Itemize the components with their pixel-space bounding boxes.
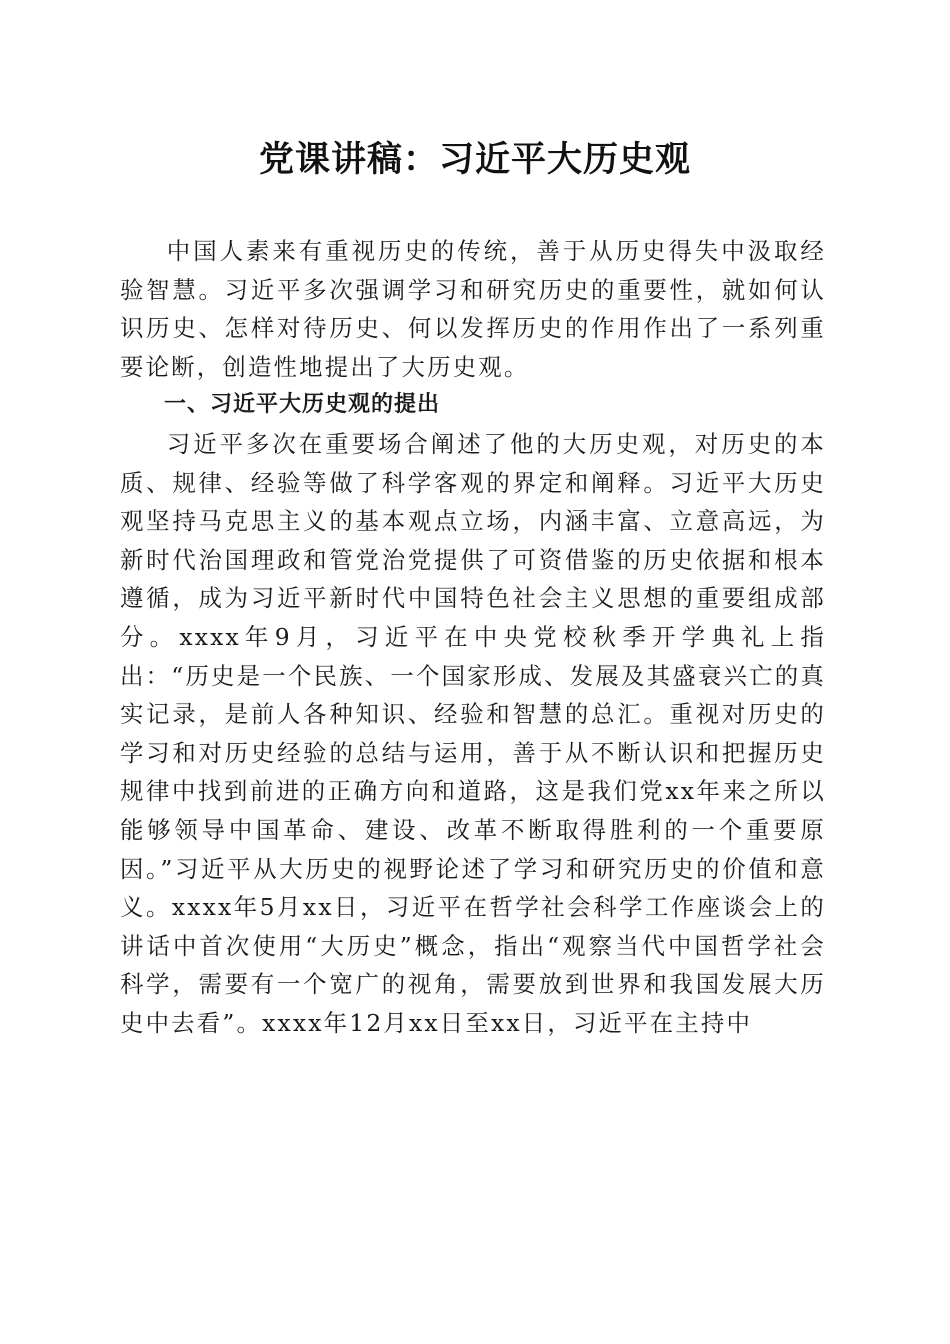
section-heading-1: 一、习近平大历史观的提出 bbox=[164, 392, 441, 418]
intro-paragraph: 中国人素来有重视历史的传统，善于从历史得失中汲取经验智慧。习近平多次强调学习和研究历史的重要性，就如何认识历史、怎样对待历史、何以发挥历史的作用作出了一系列重要论断，创造性地提出了大历史观。 bbox=[120, 237, 826, 381]
document-title: 党课讲稿：习近平大历史观 bbox=[258, 139, 691, 180]
document-body bbox=[120, 232, 826, 1042]
section-1-paragraph: 习近平多次在重要场合阐述了他的大历史观，对历史的本质、规律、经验等做了科学客观的界定和阐释。习近平大历史观坚持马克思主义的基本观点立场，内涵丰富、立意高远，为新时代治国理政和管党治党提供了可资借鉴的历史依据和根本遵循，成为习近平新时代中国特色社会主义思想的重要组成部分。xxxx年9月，习近平在中央党校秋季开学典礼上指出：“历史是一个民族、一个国家形成、发展及其盛衰兴亡的真实记录，是前人各种知识、经验和智慧的总汇。重视对历史的学习和对历史经验的总结与运用，善于从不断认识和把握历史规律中找到前进的正确方向和道路，这是我们党xx年来之所以能够领导中国革命、建设、改革不断取得胜利的一个重要原因。”习近平从大历史的视野论述了学习和研究历史的价值和意义。xxxx年5月xx日，习近平在哲学社会科学工作座谈会上的讲话中首次使用“大历史”概念，指出“观察当代中国哲学社会科学，需要有一个宽广的视角，需要放到世界和我国发展大历史中去看”。xxxx年12月xx日至xx日，习近平在主持中 bbox=[120, 429, 826, 1037]
